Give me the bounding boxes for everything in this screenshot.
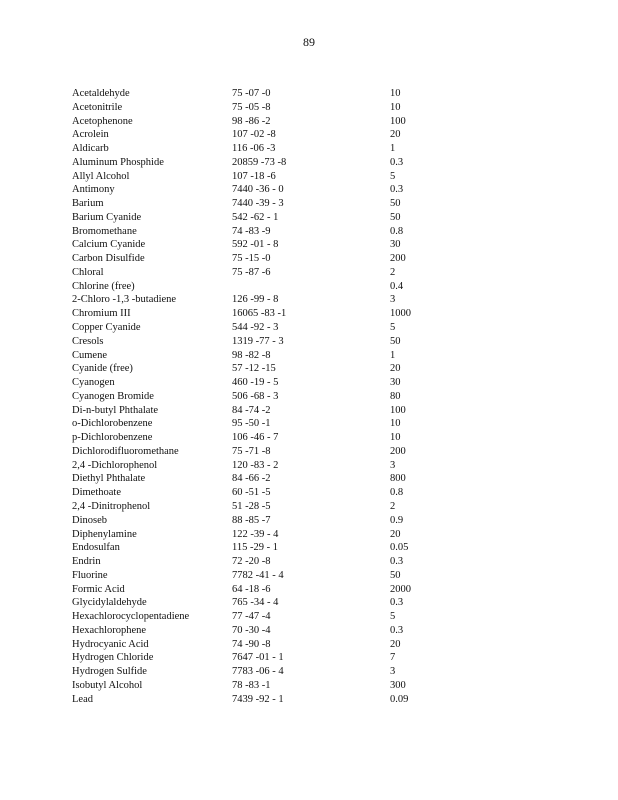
chemical-name: Chloral <box>72 266 104 278</box>
cas-number: 542 -62 - 1 <box>232 211 279 223</box>
table-row <box>72 293 552 307</box>
cas-number: 16065 -83 -1 <box>232 308 287 320</box>
chemical-name: Diethyl Phthalate <box>72 473 146 485</box>
chemical-name: Carbon Disulfide <box>72 253 145 265</box>
cas-number: 51 -28 -5 <box>232 500 271 512</box>
chemical-name: Chromium III <box>72 308 131 320</box>
chemical-name: Chlorine (free) <box>72 280 135 292</box>
cas-number: 7647 -01 - 1 <box>232 652 284 664</box>
table-row <box>72 101 552 115</box>
cas-number: 592 -01 - 8 <box>232 239 279 251</box>
limit-value: 0.4 <box>390 280 404 292</box>
limit-value: 50 <box>390 335 401 347</box>
limit-value: 0.3 <box>390 556 404 568</box>
limit-value: 10 <box>390 101 401 113</box>
chemical-name: Cyanogen <box>72 377 115 389</box>
chemical-name: 2,4 -Dichlorophenol <box>72 459 158 471</box>
cas-number: 98 -82 -8 <box>232 349 271 361</box>
table-row <box>72 514 552 528</box>
cas-number: 74 -83 -9 <box>232 225 271 237</box>
cas-number: 1319 -77 - 3 <box>232 335 284 347</box>
chemical-name: Allyl Alcohol <box>72 170 130 182</box>
chemical-table <box>72 87 552 706</box>
cas-number: 78 -83 -1 <box>232 679 271 691</box>
chemical-name: 2-Chloro -1,3 -butadiene <box>72 294 177 306</box>
chemical-name: Antimony <box>72 184 115 196</box>
cas-number: 57 -12 -15 <box>232 363 276 375</box>
limit-value: 20 <box>390 528 401 540</box>
limit-value: 0.3 <box>390 156 404 168</box>
chemical-name: p-Dichlorobenzene <box>72 432 153 444</box>
limit-value: 0.09 <box>390 693 409 705</box>
cas-number: 95 -50 -1 <box>232 418 271 430</box>
limit-value: 1 <box>390 349 396 361</box>
table-row <box>72 528 552 542</box>
chemical-name: Cyanide (free) <box>72 363 133 375</box>
cas-number: 64 -18 -6 <box>232 583 271 595</box>
cas-number: 115 -29 - 1 <box>232 542 278 554</box>
table-row <box>72 404 552 418</box>
cas-number: 20859 -73 -8 <box>232 156 287 168</box>
table-row <box>72 569 552 583</box>
limit-value: 0.05 <box>390 542 409 554</box>
cas-number: 98 -86 -2 <box>232 115 271 127</box>
cas-number: 75 -71 -8 <box>232 445 271 457</box>
cas-number: 74 -90 -8 <box>232 638 271 650</box>
cas-number: 72 -20 -8 <box>232 556 271 568</box>
table-row <box>72 170 552 184</box>
table-row <box>72 142 552 156</box>
chemical-name: Fluorine <box>72 569 108 581</box>
limit-value: 5 <box>390 170 396 182</box>
chemical-name: Barium Cyanide <box>72 211 142 223</box>
chemical-name: Endrin <box>72 556 101 568</box>
limit-value: 10 <box>390 418 401 430</box>
chemical-name: Lead <box>72 693 93 705</box>
limit-value: 3 <box>390 294 396 306</box>
cas-number: 75 -05 -8 <box>232 101 271 113</box>
cas-number: 7440 -39 - 3 <box>232 198 284 210</box>
chemical-name: Cyanogen Bromide <box>72 390 154 402</box>
table-row <box>72 183 552 197</box>
chemical-name: Hydrocyanic Acid <box>72 638 149 650</box>
table-row <box>72 128 552 142</box>
limit-value: 200 <box>390 253 406 265</box>
limit-value: 1000 <box>390 308 411 320</box>
chemical-name: Hydrogen Sulfide <box>72 666 147 678</box>
limit-value: 800 <box>390 473 406 485</box>
cas-number: 460 -19 - 5 <box>232 377 279 389</box>
table-row <box>72 307 552 321</box>
table-row <box>72 156 552 170</box>
table-row <box>72 638 552 652</box>
limit-value: 2000 <box>390 583 411 595</box>
table-row <box>72 417 552 431</box>
limit-value: 2 <box>390 266 396 278</box>
table-row <box>72 211 552 225</box>
chemical-name: o-Dichlorobenzene <box>72 418 153 430</box>
chemical-name: Dinoseb <box>72 514 107 526</box>
chemical-name: Cresols <box>72 335 104 347</box>
limit-value: 10 <box>390 432 401 444</box>
cas-number: 107 -18 -6 <box>232 170 276 182</box>
table-row <box>72 197 552 211</box>
limit-value: 5 <box>390 611 396 623</box>
cas-number: 88 -85 -7 <box>232 514 271 526</box>
table-row <box>72 238 552 252</box>
chemical-name: Acrolein <box>72 129 109 141</box>
table-row <box>72 321 552 335</box>
chemical-name: Diphenylamine <box>72 528 137 540</box>
table-row <box>72 651 552 665</box>
limit-value: 0.3 <box>390 624 404 636</box>
cas-number: 70 -30 -4 <box>232 624 271 636</box>
chemical-name: Cumene <box>72 349 107 361</box>
table-row <box>72 252 552 266</box>
limit-value: 0.3 <box>390 597 404 609</box>
table-row <box>72 500 552 514</box>
table-row <box>72 445 552 459</box>
chemical-name: Hexachlorophene <box>72 624 147 636</box>
table-row <box>72 679 552 693</box>
chemical-name: Calcium Cyanide <box>72 239 146 251</box>
table-row <box>72 624 552 638</box>
chemical-name: Acetophenone <box>72 115 133 127</box>
cas-number: 7439 -92 - 1 <box>232 693 284 705</box>
table-row <box>72 555 552 569</box>
cas-number: 107 -02 -8 <box>232 129 276 141</box>
cas-number: 7782 -41 - 4 <box>232 569 284 581</box>
table-row <box>72 87 552 101</box>
limit-value: 2 <box>390 500 396 512</box>
cas-number: 7440 -36 - 0 <box>232 184 284 196</box>
limit-value: 5 <box>390 322 396 334</box>
chemical-name: Bromomethane <box>72 225 137 237</box>
chemical-name: Endosulfan <box>72 542 120 554</box>
limit-value: 30 <box>390 239 401 251</box>
cas-number: 116 -06 -3 <box>232 143 276 155</box>
chemical-name: Dichlorodifluoromethane <box>72 445 179 457</box>
table-row <box>72 349 552 363</box>
table-row <box>72 362 552 376</box>
limit-value: 0.8 <box>390 225 404 237</box>
table-row <box>72 596 552 610</box>
limit-value: 50 <box>390 198 401 210</box>
limit-value: 50 <box>390 569 401 581</box>
page-number: 89 <box>303 35 315 49</box>
limit-value: 1 <box>390 143 396 155</box>
cas-number: 7783 -06 - 4 <box>232 666 284 678</box>
table-row <box>72 459 552 473</box>
chemical-name: Aluminum Phosphide <box>72 156 164 168</box>
table-row <box>72 610 552 624</box>
table-row <box>72 376 552 390</box>
limit-value: 200 <box>390 445 406 457</box>
cas-number: 75 -07 -0 <box>232 88 271 99</box>
chemical-name: Copper Cyanide <box>72 322 141 334</box>
table-row <box>72 486 552 500</box>
cas-number: 84 -66 -2 <box>232 473 271 485</box>
chemical-name: Aldicarb <box>72 143 109 155</box>
limit-value: 10 <box>390 88 401 99</box>
chemical-name: Di-n-butyl Phthalate <box>72 404 159 416</box>
chemical-name: 2,4 -Dinitrophenol <box>72 500 151 512</box>
chemical-name: Dimethoate <box>72 487 121 499</box>
table-row <box>72 390 552 404</box>
cas-number: 84 -74 -2 <box>232 404 271 416</box>
table-row <box>72 335 552 349</box>
cas-number: 75 -15 -0 <box>232 253 271 265</box>
table-body <box>72 87 552 706</box>
table-row <box>72 280 552 294</box>
table-row <box>72 665 552 679</box>
limit-value: 0.8 <box>390 487 404 499</box>
cas-number: 765 -34 - 4 <box>232 597 279 609</box>
chemical-name: Barium <box>72 198 104 210</box>
chemical-name: Acetaldehyde <box>72 88 130 99</box>
limit-value: 300 <box>390 679 406 691</box>
limit-value: 50 <box>390 211 401 223</box>
cas-number: 60 -51 -5 <box>232 487 271 499</box>
cas-number: 77 -47 -4 <box>232 611 271 623</box>
limit-value: 20 <box>390 638 401 650</box>
limit-value: 80 <box>390 390 401 402</box>
limit-value: 0.3 <box>390 184 404 196</box>
table-row <box>72 266 552 280</box>
chemical-name: Isobutyl Alcohol <box>72 679 143 691</box>
limit-value: 30 <box>390 377 401 389</box>
chemical-name: Acetonitrile <box>72 101 123 113</box>
cas-number: 106 -46 - 7 <box>232 432 279 444</box>
chemical-name: Formic Acid <box>72 583 125 595</box>
chemical-name: Hydrogen Chloride <box>72 652 154 664</box>
cas-number: 544 -92 - 3 <box>232 322 279 334</box>
limit-value: 3 <box>390 666 396 678</box>
limit-value: 3 <box>390 459 396 471</box>
cas-number: 120 -83 - 2 <box>232 459 279 471</box>
table-row <box>72 541 552 555</box>
limit-value: 100 <box>390 404 406 416</box>
cas-number: 75 -87 -6 <box>232 266 271 278</box>
chemical-name: Hexachlorocyclopentadiene <box>72 611 190 623</box>
limit-value: 20 <box>390 129 401 141</box>
limit-value: 7 <box>390 652 396 664</box>
table-row <box>72 225 552 239</box>
table-row <box>72 583 552 597</box>
table-row <box>72 431 552 445</box>
limit-value: 100 <box>390 115 406 127</box>
table-row <box>72 472 552 486</box>
cas-number: 126 -99 - 8 <box>232 294 279 306</box>
chemical-name: Glycidylaldehyde <box>72 597 147 609</box>
limit-value: 0.9 <box>390 514 404 526</box>
table-row <box>72 115 552 129</box>
limit-value: 20 <box>390 363 401 375</box>
cas-number: 122 -39 - 4 <box>232 528 279 540</box>
table-row <box>72 693 552 707</box>
cas-number: 506 -68 - 3 <box>232 390 279 402</box>
